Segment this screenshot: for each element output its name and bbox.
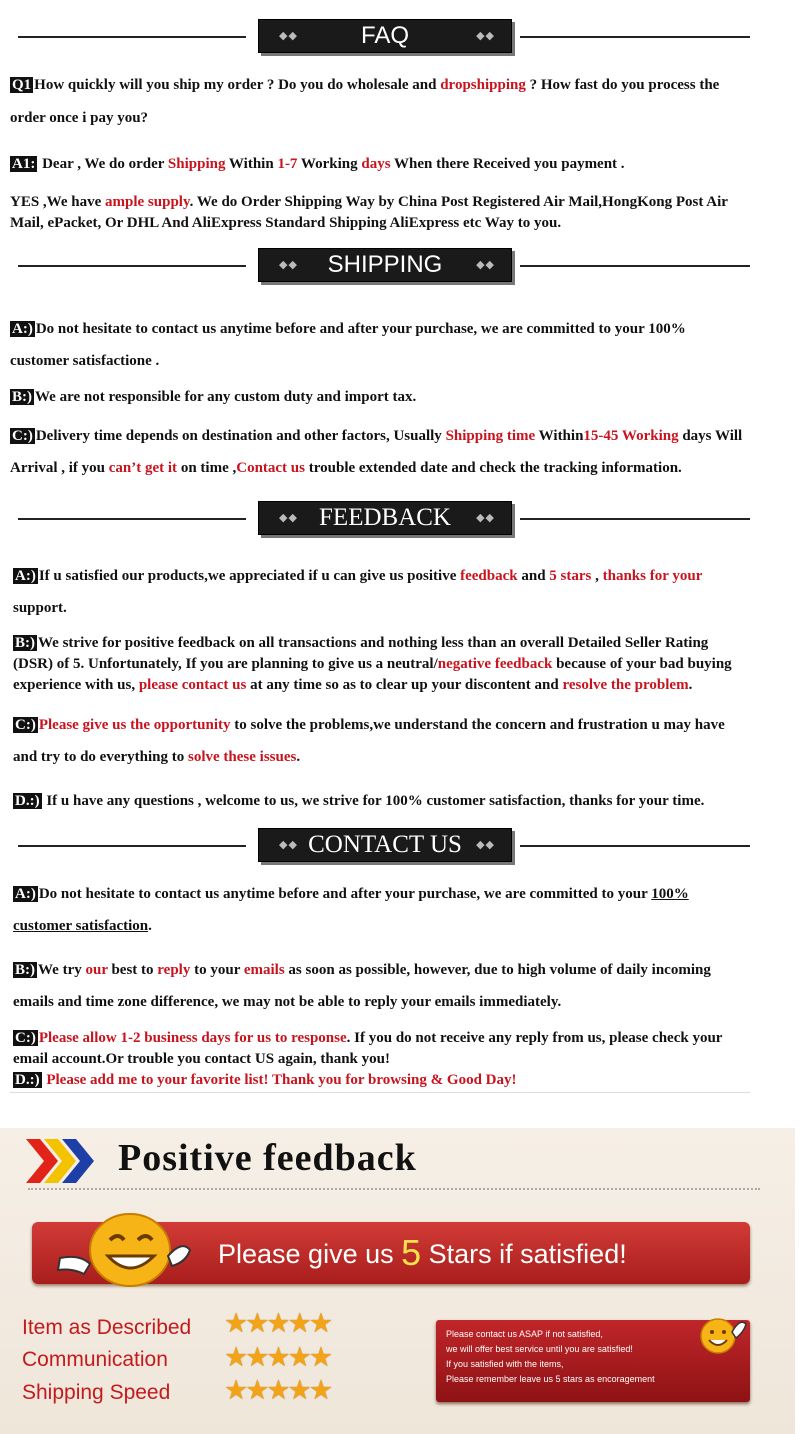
- contact-c-cont: email account.Or trouble you contact US again, thank you!: [13, 1051, 390, 1067]
- highlight-number: 5: [401, 1232, 422, 1273]
- divider: [520, 265, 750, 267]
- highlight: thanks for your: [602, 568, 703, 584]
- chevron-arrows-icon: [26, 1136, 106, 1186]
- feedback-b-cont2: [13, 675, 793, 695]
- contact-d: [13, 1070, 793, 1090]
- highlight: 1-7: [277, 156, 298, 172]
- text: .: [688, 677, 693, 693]
- text: . If you do not receive any reply from us, please check your: [346, 1030, 723, 1046]
- contact-section-header: [0, 826, 800, 866]
- highlight: negative feedback: [437, 656, 553, 672]
- faq-a1: [10, 154, 790, 174]
- feedback-a: [13, 566, 793, 586]
- thumbs-up-smiley-icon: [50, 1200, 200, 1310]
- highlight: reply: [157, 962, 191, 978]
- label-tag: B:): [15, 962, 35, 978]
- shipping-c: [10, 426, 790, 446]
- highlight: Shipping time: [445, 428, 536, 444]
- label-tag: C:): [12, 428, 33, 444]
- feedback-c-cont: [13, 747, 793, 767]
- label-tag: B:): [12, 389, 32, 405]
- text: Do not hesitate to contact us anytime before and after your purchase, we are committed to your 100%: [35, 321, 686, 337]
- text: and try to do everything to: [13, 749, 188, 765]
- highlight: dropshipping: [440, 77, 526, 93]
- section-title: CONTACT US: [308, 831, 462, 858]
- text: When there Received you payment .: [390, 156, 625, 172]
- text: ? How fast do you process the: [525, 77, 720, 93]
- text: Working: [297, 156, 362, 172]
- rating-label-item-as-described: Item as Described: [22, 1316, 192, 1339]
- highlight: Contact us: [236, 460, 305, 476]
- section-title-box: [258, 248, 512, 282]
- label-tag: Q1: [12, 77, 32, 93]
- contact-c: [13, 1028, 793, 1048]
- diamond-bullet-icon: ◆◆: [476, 29, 495, 42]
- faq-a1-supply: [10, 192, 790, 212]
- text: as soon as possible, however, due to high volume of daily incoming: [284, 962, 711, 978]
- highlight: solve these issues: [188, 749, 297, 765]
- dotted-divider: [28, 1188, 760, 1190]
- text: Delivery time depends on destination and other factors, Usually: [35, 428, 446, 444]
- shipping-a-cont: customer satisfactione .: [10, 353, 160, 369]
- feedback-b: [13, 633, 793, 653]
- contact-b: [13, 960, 793, 980]
- text: Dear , We do order: [38, 156, 168, 172]
- highlight: days: [361, 156, 391, 172]
- section-title-box: [258, 828, 512, 862]
- label-tag: A:): [15, 568, 36, 584]
- feedback-a-cont: support.: [13, 600, 67, 616]
- diamond-bullet-icon: ◆◆: [476, 511, 495, 524]
- highlight: can’t get it: [108, 460, 178, 476]
- highlight: Please give us the opportunity: [38, 717, 231, 733]
- label-tag: A:): [15, 886, 36, 902]
- section-title: FAQ: [360, 22, 409, 49]
- diamond-bullet-icon: ◆◆: [279, 29, 298, 42]
- text: days Will: [678, 428, 743, 444]
- faq-q1: [10, 75, 790, 95]
- diamond-bullet-icon: ◆◆: [279, 511, 298, 524]
- text: YES ,We have: [10, 194, 106, 210]
- feedback-b-cont: [13, 654, 793, 674]
- shipping-c-cont: [10, 458, 790, 478]
- rating-label-communication: Communication: [22, 1348, 168, 1371]
- star-rating-icon: ★★★★★: [224, 1308, 331, 1339]
- faq-section-header: [0, 17, 800, 57]
- highlight: Please allow 1-2 business days for us to response: [38, 1030, 347, 1046]
- label-tag: D.:): [15, 793, 40, 809]
- divider: [520, 36, 750, 38]
- banner-text: [218, 1230, 627, 1272]
- text: Within: [535, 428, 584, 444]
- highlight: Shipping: [167, 156, 226, 172]
- divider: [10, 1092, 750, 1093]
- note-line: we will offer best service until you are satisfied!: [446, 1344, 633, 1354]
- text: Do not hesitate to contact us anytime before and after your purchase, we are committed to your: [38, 886, 652, 902]
- divider: [520, 518, 750, 520]
- note-line: If you satisfied with the items,: [446, 1359, 564, 1369]
- faq-q1-cont: order once i pay you?: [10, 110, 149, 126]
- positive-feedback-title: Positive feedback: [118, 1137, 417, 1179]
- text: We are not responsible for any custom duty and import tax.: [35, 389, 417, 405]
- text: How quickly will you ship my order ? Do you do wholesale and: [34, 77, 441, 93]
- text: .: [296, 749, 301, 765]
- diamond-bullet-icon: ◆◆: [279, 258, 298, 271]
- text: We try: [38, 962, 86, 978]
- shipping-b: [10, 387, 790, 407]
- section-title: FEEDBACK: [319, 504, 451, 531]
- highlight: feedback: [460, 568, 518, 584]
- section-title: SHIPPING: [327, 251, 443, 278]
- divider: [18, 36, 246, 38]
- shipping-section-header: [0, 246, 800, 286]
- highlight: resolve the problem: [562, 677, 689, 693]
- text: to your: [190, 962, 244, 978]
- label-tag: C:): [15, 1030, 36, 1046]
- label-tag: A1:: [12, 156, 36, 172]
- highlight: please contact us: [138, 677, 247, 693]
- note-line: Please contact us ASAP if not satisfied,: [446, 1329, 603, 1339]
- highlight: Please add me to your favorite list! Thank you for browsing & Good Day!: [42, 1072, 517, 1088]
- text: . We do Order Shipping Way by China Post Registered Air Mail,HongKong Post Air: [189, 194, 728, 210]
- highlight: 5 stars: [549, 568, 592, 584]
- divider: [18, 518, 246, 520]
- divider: [18, 265, 246, 267]
- label-tag: B:): [15, 635, 35, 651]
- text: .: [148, 918, 152, 934]
- text: We strive for positive feedback on all transactions and nothing less than an overall Detailed Seller Rating: [38, 635, 709, 651]
- five-stars-banner: [32, 1222, 750, 1284]
- diamond-bullet-icon: ◆◆: [279, 838, 298, 851]
- label-tag: C:): [15, 717, 36, 733]
- text: experience with us,: [13, 677, 139, 693]
- thumbs-up-smiley-icon: [692, 1308, 748, 1360]
- diamond-bullet-icon: ◆◆: [476, 258, 495, 271]
- underlined-text: customer satisfaction: [13, 918, 149, 934]
- feedback-section-header: [0, 499, 800, 539]
- text: on time ,: [177, 460, 237, 476]
- text: at any time so as to clear up your discontent and: [246, 677, 563, 693]
- contact-b-cont: emails and time zone difference, we may not be able to reply your emails immediately.: [13, 994, 562, 1010]
- label-tag: D.:): [15, 1072, 40, 1088]
- divider: [18, 845, 246, 847]
- text: and: [517, 568, 550, 584]
- underlined-text: 100%: [651, 886, 689, 902]
- star-rating-icon: ★★★★★: [224, 1342, 331, 1373]
- positive-feedback-banner: [0, 1128, 795, 1434]
- contact-a: [13, 884, 793, 904]
- diamond-bullet-icon: ◆◆: [476, 838, 495, 851]
- faq-a1-supply-cont: Mail, ePacket, Or DHL And AliExpress Standard Shipping AliExpress etc Way to you.: [10, 215, 562, 231]
- text: Within: [225, 156, 278, 172]
- highlight: emails: [243, 962, 285, 978]
- text: ,: [591, 568, 603, 584]
- note-line: Please remember leave us 5 stars as encoragement: [446, 1374, 655, 1384]
- star-rating-icon: ★★★★★: [224, 1375, 331, 1406]
- text: Arrival , if you: [10, 460, 109, 476]
- text: (DSR) of 5. Unfortunately, If you are planning to give us a neutral/: [13, 656, 438, 672]
- text: trouble extended date and check the tracking information.: [305, 460, 682, 476]
- highlight: ample supply: [105, 194, 190, 210]
- text: Stars if satisfied!: [421, 1239, 627, 1269]
- rating-label-shipping-speed: Shipping Speed: [22, 1381, 171, 1404]
- highlight: our: [85, 962, 108, 978]
- label-tag: A:): [12, 321, 33, 337]
- text: Please give us: [218, 1239, 402, 1269]
- contact-a-cont: [13, 916, 793, 936]
- shipping-a: [10, 319, 790, 339]
- text: If u have any questions , welcome to us, we strive for 100% customer satisfaction, thanks for your time.: [42, 793, 705, 809]
- feedback-c: [13, 715, 793, 735]
- satisfaction-note-box: [436, 1320, 750, 1402]
- section-title-box: [258, 19, 512, 53]
- section-title-box: [258, 501, 512, 535]
- text: because of your bad buying: [552, 656, 732, 672]
- text: best to: [107, 962, 158, 978]
- text: to solve the problems,we understand the concern and frustration u may have: [230, 717, 725, 733]
- feedback-d: [13, 791, 793, 811]
- text: If u satisfied our products,we appreciated if u can give us positive: [38, 568, 461, 584]
- highlight: 15-45 Working: [583, 428, 679, 444]
- divider: [520, 845, 750, 847]
